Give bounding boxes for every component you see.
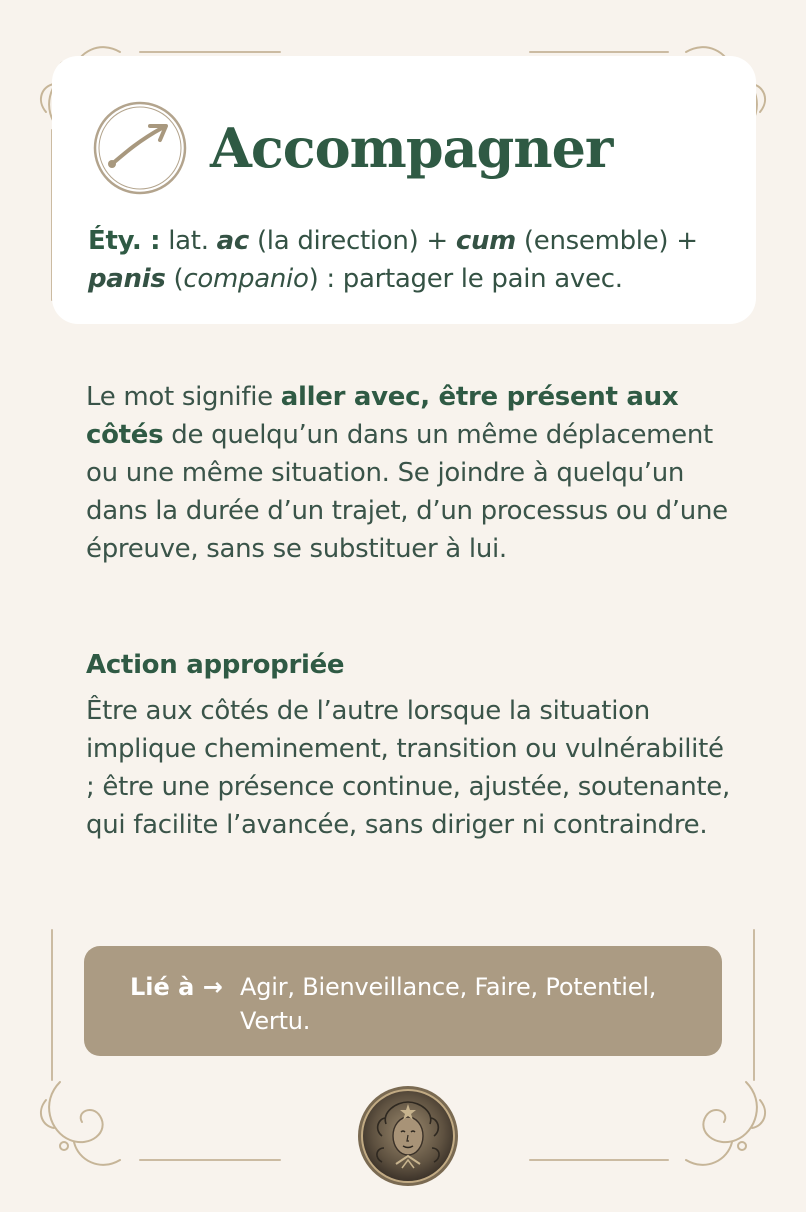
definition-emphasis: aller avec, être présent aux côtés	[86, 382, 679, 450]
etymology-label: Éty. :	[88, 226, 161, 256]
etymology-word: cum	[455, 226, 516, 256]
etymology-text: (la direction) +	[249, 226, 456, 256]
related-items: Agir, Bienveillance, Faire, Potentiel, Vertu.	[240, 973, 657, 1035]
etymology-text: ) : partager le pain avec.	[308, 264, 623, 294]
etymology	[88, 222, 728, 298]
etymology-word: companio	[183, 264, 309, 294]
arrow-circle-icon	[92, 100, 188, 196]
etymology-word: panis	[88, 264, 166, 294]
action-heading: Action appropriée	[86, 650, 345, 680]
definition-text	[86, 378, 736, 568]
definition-intro: Le mot signifie	[86, 382, 281, 412]
page-title: Accompagner	[210, 116, 613, 180]
medusa-medallion-icon	[356, 1084, 460, 1188]
action-text: Être aux côtés de l’autre lorsque la situation implique cheminement, transition ou vulnérabilité ; être une présence continue, ajustée, soutenante, qui facilite l’avancée, sans diriger ni contraindre.	[86, 696, 730, 840]
definition-rest: de quelqu’un dans un même déplacement ou une même situation. Se joindre à quelqu’un dans la durée d’un trajet, d’un processus ou d’une épreuve, sans se substituer à lui.	[86, 420, 728, 564]
related-label: Lié à →	[130, 973, 223, 1001]
definition-header-card	[52, 56, 756, 324]
related-box	[84, 946, 722, 1056]
etymology-word: ac	[216, 226, 249, 256]
etymology-text: (	[165, 264, 184, 294]
etymology-text: (ensemble) +	[515, 226, 698, 256]
etymology-text: lat.	[160, 226, 217, 256]
